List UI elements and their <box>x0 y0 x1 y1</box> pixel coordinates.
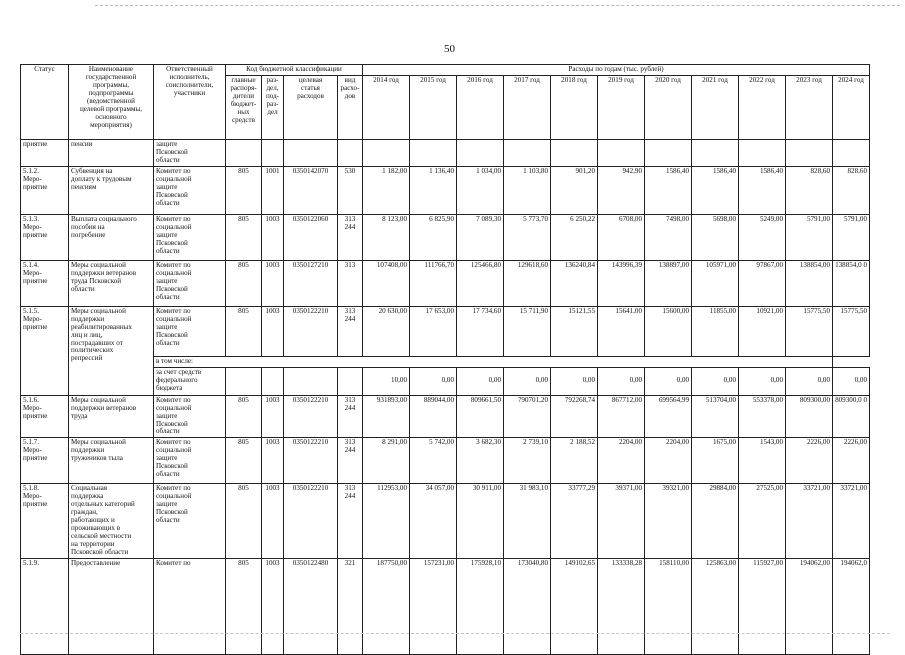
header-year: 2016 год <box>457 75 504 139</box>
sub-value: 0,00 <box>551 367 598 395</box>
row-value: 5791,00 <box>833 214 870 260</box>
row-value: 809300,00 <box>786 395 833 438</box>
row-value: 129618,60 <box>504 260 551 306</box>
row-executor: Комитет по социальной защите Псковской области <box>154 438 226 484</box>
row-value: 143996,39 <box>598 260 645 306</box>
row-value: 138854,00 <box>786 260 833 306</box>
table-row <box>21 438 870 484</box>
row-csr: 0350122060 <box>284 214 338 260</box>
row-rzpr: 1001 <box>262 166 284 214</box>
row-value: 942,90 <box>598 166 645 214</box>
header-year: 2017 год <box>504 75 551 139</box>
header-grbs: главные распоря- дители бюджет- ных средств <box>226 75 262 139</box>
row-value: 553378,00 <box>739 395 786 438</box>
row-value: 111766,70 <box>410 260 457 306</box>
empty-cell <box>226 367 262 395</box>
row-executor: Комитет по социальной защите Псковской области <box>154 214 226 260</box>
row-grbs: 805 <box>226 395 262 438</box>
row-value: 17 653,00 <box>410 306 457 356</box>
row-value: 1586,40 <box>645 166 692 214</box>
header-year: 2015 год <box>410 75 457 139</box>
row-vr: 313 244 <box>338 214 363 260</box>
row-value: 809300,0 0 <box>833 395 870 438</box>
cont-name: пенсии <box>69 139 154 166</box>
row-value: 1675,00 <box>692 438 739 484</box>
row-csr: 0350122210 <box>284 306 338 356</box>
row-name: Предоставление <box>69 558 154 654</box>
row-value: 194062,0 <box>833 558 870 654</box>
row-value: 157231,00 <box>410 558 457 654</box>
header-year: 2020 год <box>645 75 692 139</box>
row-value: 15775,50 <box>786 306 833 356</box>
header-budget-code: Код бюджетной классификации <box>226 65 363 76</box>
row-vr: 313 244 <box>338 438 363 484</box>
table-row <box>21 306 870 356</box>
row-value: 792268,74 <box>551 395 598 438</box>
row-value: 513704,00 <box>692 395 739 438</box>
row-rzpr: 1003 <box>262 558 284 654</box>
row-value: 125863,00 <box>692 558 739 654</box>
row-value: 15 711,90 <box>504 306 551 356</box>
row-value: 115927,00 <box>739 558 786 654</box>
row-rzpr: 1003 <box>262 438 284 484</box>
row-csr: 0350122210 <box>284 438 338 484</box>
row-value: 173040,80 <box>504 558 551 654</box>
row-value: 39371,00 <box>598 484 645 558</box>
row-value: 828,60 <box>833 166 870 214</box>
row-value: 6 250,22 <box>551 214 598 260</box>
row-value: 29884,00 <box>692 484 739 558</box>
budget-expenses-table <box>20 64 870 655</box>
table-row <box>21 395 870 438</box>
row-csr: 0350142070 <box>284 166 338 214</box>
header-executor: Ответственный исполнитель, соисполнители, участники <box>154 65 226 140</box>
row-value: 1 182,00 <box>363 166 410 214</box>
header-expenses: Расходы по годам (тыс. рублей) <box>363 65 870 76</box>
row-value: 2 188,52 <box>551 438 598 484</box>
header-year: 2023 год <box>786 75 833 139</box>
sub-value: 0,00 <box>598 367 645 395</box>
row-value: 33777,29 <box>551 484 598 558</box>
row-grbs: 805 <box>226 306 262 356</box>
row-name: Меры социальной поддержки реабилитированных лиц и лиц, пострадавших от политических репрессий <box>69 306 154 395</box>
row-value: 194062,00 <box>786 558 833 654</box>
row-value: 125466,80 <box>457 260 504 306</box>
sub-value: 10,00 <box>363 367 410 395</box>
row-vr: 321 <box>338 558 363 654</box>
row-value: 7498,00 <box>645 214 692 260</box>
sub-value: 0,00 <box>833 367 870 395</box>
row-value: 2226,00 <box>833 438 870 484</box>
row-value: 699564,99 <box>645 395 692 438</box>
row-value: 15600,00 <box>645 306 692 356</box>
row-value: 133338,28 <box>598 558 645 654</box>
sub-source: за счет средств федерального бюджета <box>154 367 226 395</box>
row-csr: 0350122210 <box>284 484 338 558</box>
row-value: 7 089,30 <box>457 214 504 260</box>
row-value: 2 739,10 <box>504 438 551 484</box>
row-value: 6 825,90 <box>410 214 457 260</box>
sub-value: 0,00 <box>410 367 457 395</box>
row-executor: Комитет по социальной защите Псковской области <box>154 260 226 306</box>
row-status: 5.1.9. <box>21 558 69 654</box>
row-name: Выплата социального пособия на погребение <box>69 214 154 260</box>
row-grbs: 805 <box>226 484 262 558</box>
row-value: 136240,84 <box>551 260 598 306</box>
table-row <box>21 484 870 558</box>
header-csr: целевая статья расходов <box>284 75 338 139</box>
row-value: 867712,00 <box>598 395 645 438</box>
row-grbs: 805 <box>226 260 262 306</box>
row-value: 138854,0 0 <box>833 260 870 306</box>
row-value: 931893,00 <box>363 395 410 438</box>
row-value: 175928,10 <box>457 558 504 654</box>
table-row <box>21 260 870 306</box>
row-executor: Комитет по социальной защите Псковской области <box>154 166 226 214</box>
row-vr: 313 244 <box>338 306 363 356</box>
row-value: 8 123,00 <box>363 214 410 260</box>
row-value: 15775,50 <box>833 306 870 356</box>
row-value: 149102,65 <box>551 558 598 654</box>
row-value: 138897,00 <box>645 260 692 306</box>
row-grbs: 805 <box>226 438 262 484</box>
row-value: 5249,00 <box>739 214 786 260</box>
header-rzpr: раз- дел, под- раз- дел <box>262 75 284 139</box>
row-executor: Комитет по социальной защите Псковской области <box>154 484 226 558</box>
sub-value: 0,00 <box>504 367 551 395</box>
row-value: 790701,20 <box>504 395 551 438</box>
row-value: 17 734,60 <box>457 306 504 356</box>
row-value: 1 034,00 <box>457 166 504 214</box>
row-status: 5.1.6. Меро- приятие <box>21 395 69 438</box>
header-year: 2019 год <box>598 75 645 139</box>
row-name: Социальная поддержка отдельных категорий граждан, работающих и проживающих в сельской местности на территории Псковской области <box>69 484 154 558</box>
row-status: 5.1.7. Меро- приятие <box>21 438 69 484</box>
row-rzpr: 1003 <box>262 484 284 558</box>
row-value: 2204,00 <box>598 438 645 484</box>
row-value: 33721,00 <box>833 484 870 558</box>
row-csr: 0350122210 <box>284 395 338 438</box>
sub-value: 0,00 <box>645 367 692 395</box>
row-executor: Комитет по социальной защите Псковской области <box>154 306 226 356</box>
row-value: 39321,00 <box>645 484 692 558</box>
header-vr: вид расхо- дов <box>338 75 363 139</box>
row-value: 1586,40 <box>739 166 786 214</box>
row-value: 5791,00 <box>786 214 833 260</box>
row-status: 5.1.5. Меро- приятие <box>21 306 69 395</box>
page-number: 50 <box>444 43 455 55</box>
row-value: 31 983,10 <box>504 484 551 558</box>
sub-value: 0,00 <box>739 367 786 395</box>
row-grbs: 805 <box>226 214 262 260</box>
row-executor: Комитет по <box>154 558 226 654</box>
row-rzpr: 1003 <box>262 214 284 260</box>
row-rzpr: 1003 <box>262 395 284 438</box>
cont-status: приятие <box>21 139 69 166</box>
row-value: 33721,00 <box>786 484 833 558</box>
scan-top-edge <box>95 5 900 6</box>
row-status: 5.1.3. Меро- приятие <box>21 214 69 260</box>
header-year: 2024 год <box>833 75 870 139</box>
row-value: 809661,50 <box>457 395 504 438</box>
table-row <box>21 214 870 260</box>
row-value: 2226,00 <box>786 438 833 484</box>
row-value: 97867,00 <box>739 260 786 306</box>
row-name: Меры социальной поддержки ветеранов труда <box>69 395 154 438</box>
row-grbs: 805 <box>226 166 262 214</box>
row-value: 6708,00 <box>598 214 645 260</box>
row-value: 3 682,30 <box>457 438 504 484</box>
row-value: 1 136,40 <box>410 166 457 214</box>
row-value: 10921,00 <box>739 306 786 356</box>
row-value: 2204,00 <box>645 438 692 484</box>
row-vr: 313 244 <box>338 484 363 558</box>
row-value: 5 742,00 <box>410 438 457 484</box>
empty-cell <box>338 367 363 395</box>
header-status: Статус <box>21 65 69 140</box>
row-value: 15641,00 <box>598 306 645 356</box>
cont-executor: защите Псковской области <box>154 139 226 166</box>
row-value: 30 911,00 <box>457 484 504 558</box>
row-grbs: 805 <box>226 558 262 654</box>
sub-value: 0,00 <box>457 367 504 395</box>
row-value: 20 630,00 <box>363 306 410 356</box>
row-executor: Комитет по социальной защите Псковской области <box>154 395 226 438</box>
header-year: 2022 год <box>739 75 786 139</box>
row-value: 5 773,70 <box>504 214 551 260</box>
empty-cell <box>284 367 338 395</box>
row-value: 901,20 <box>551 166 598 214</box>
row-value: 158110,00 <box>645 558 692 654</box>
row-value: 107408,00 <box>363 260 410 306</box>
row-status: 5.1.2. Меро- приятие <box>21 166 69 214</box>
sub-value: 0,00 <box>692 367 739 395</box>
row-value: 1586,40 <box>692 166 739 214</box>
header-year: 2014 год <box>363 75 410 139</box>
row-value: 27525,00 <box>739 484 786 558</box>
sub-value: 0,00 <box>786 367 833 395</box>
row-name: Меры социальной поддержки тружеников тыла <box>69 438 154 484</box>
row-value: 8 291,00 <box>363 438 410 484</box>
row-value: 187750,00 <box>363 558 410 654</box>
row-value: 5698,00 <box>692 214 739 260</box>
row-value: 112953,00 <box>363 484 410 558</box>
row-value: 34 057,00 <box>410 484 457 558</box>
row-value: 15121,55 <box>551 306 598 356</box>
row-value: 828,60 <box>786 166 833 214</box>
row-name: Субвенция на доплату к трудовым пенсиям <box>69 166 154 214</box>
row-name: Меры социальной поддержки ветеранов труда Псковской области <box>69 260 154 306</box>
header-name: Наименование государственной программы, подпрограммы (ведомственной целевой программы, основного мероприятия) <box>69 65 154 140</box>
row-status: 5.1.8. Меро- приятие <box>21 484 69 558</box>
row-vr: 313 244 <box>338 395 363 438</box>
row-csr: 0350122480 <box>284 558 338 654</box>
header-year: 2018 год <box>551 75 598 139</box>
row-vr: 530 <box>338 166 363 214</box>
row-value: 889044,00 <box>410 395 457 438</box>
sub-label: в том числе: <box>154 356 833 367</box>
row-vr: 313 <box>338 260 363 306</box>
table-row <box>21 166 870 214</box>
row-value: 105971,00 <box>692 260 739 306</box>
row-rzpr: 1003 <box>262 306 284 356</box>
row-status: 5.1.4. Меро- приятие <box>21 260 69 306</box>
row-value: 1543,00 <box>739 438 786 484</box>
row-rzpr: 1003 <box>262 260 284 306</box>
header-year: 2021 год <box>692 75 739 139</box>
empty-cell <box>262 367 284 395</box>
row-csr: 0350127210 <box>284 260 338 306</box>
scan-bottom-edge <box>20 633 890 634</box>
row-value: 1 103,80 <box>504 166 551 214</box>
row-value: 11855,00 <box>692 306 739 356</box>
